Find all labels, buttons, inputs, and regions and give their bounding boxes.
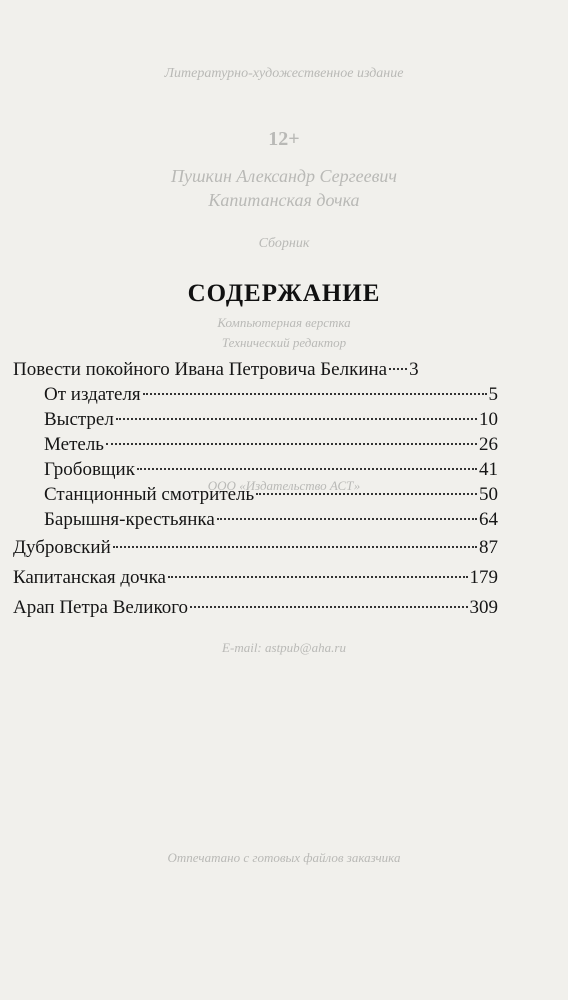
bleed-through-line: Литературно-художественное издание (164, 66, 404, 81)
toc-entry-title: Станционный смотритель (44, 484, 255, 505)
toc-leader (389, 368, 407, 370)
toc-entry-title: От издателя (44, 384, 141, 405)
toc-entry-page: 10 (479, 409, 498, 430)
toc-entry (44, 408, 498, 432)
toc-leader (256, 493, 477, 495)
toc-entry (44, 383, 498, 407)
toc-entry-page: 179 (469, 567, 498, 588)
toc-entry-page: 309 (469, 597, 498, 618)
bleed-through-line: Технический редактор (221, 335, 347, 350)
bleed-through-line: E-mail: astpub@aha.ru (222, 640, 346, 655)
toc-entry-title: Гробовщик (44, 459, 135, 480)
toc-leader (190, 606, 467, 608)
toc-entry (13, 536, 498, 560)
bleed-through-line: ООО «Издательство АСТ» (207, 478, 361, 493)
toc-entry-title: Дубровский (13, 537, 111, 558)
toc-entry (44, 483, 498, 507)
toc-entry-page: 26 (479, 434, 498, 455)
toc-entry-title: Барышня-крестьянка (44, 509, 215, 530)
toc-leader (217, 518, 477, 520)
bleed-through-line: Капитанская дочка (208, 190, 360, 210)
toc-entry-page: 41 (479, 459, 498, 480)
toc-entry (13, 596, 498, 620)
toc-entry-page: 87 (479, 537, 498, 558)
toc-entry-page: 5 (488, 384, 498, 405)
toc-leader (137, 468, 477, 470)
toc-leader (113, 546, 477, 548)
toc-leader (143, 393, 487, 395)
bleed-through-line: Сборник (258, 236, 310, 251)
toc-leader (168, 576, 468, 578)
bleed-through-line: Компьютерная верстка (217, 315, 351, 330)
bleed-through-line: 12+ (268, 128, 300, 150)
toc-entry-title: Метель (44, 434, 104, 455)
toc-entry-page: 50 (479, 484, 498, 505)
toc-entry-title: Выстрел (44, 409, 114, 430)
bleed-through-line: Пушкин Александр Сергеевич (170, 166, 398, 186)
toc-entry-page: 3 (409, 359, 419, 380)
toc-entry (13, 566, 498, 590)
toc-entry (44, 508, 498, 532)
toc-entry-title: Повести покойного Ивана Петровича Белкина (13, 359, 388, 380)
toc-leader (116, 418, 477, 420)
toc-entry-title: Арап Петра Великого (13, 597, 189, 618)
toc-entry-title: Капитанская дочка (13, 567, 166, 588)
toc-leader (106, 443, 477, 445)
toc-entry (13, 358, 498, 382)
toc-entry-page: 64 (479, 509, 498, 530)
page-title: СОДЕРЖАНИЕ (187, 280, 381, 307)
toc-entry (44, 458, 498, 482)
toc-entry (44, 433, 498, 457)
bleed-through-line: Отпечатано с готовых файлов заказчика (167, 850, 401, 865)
